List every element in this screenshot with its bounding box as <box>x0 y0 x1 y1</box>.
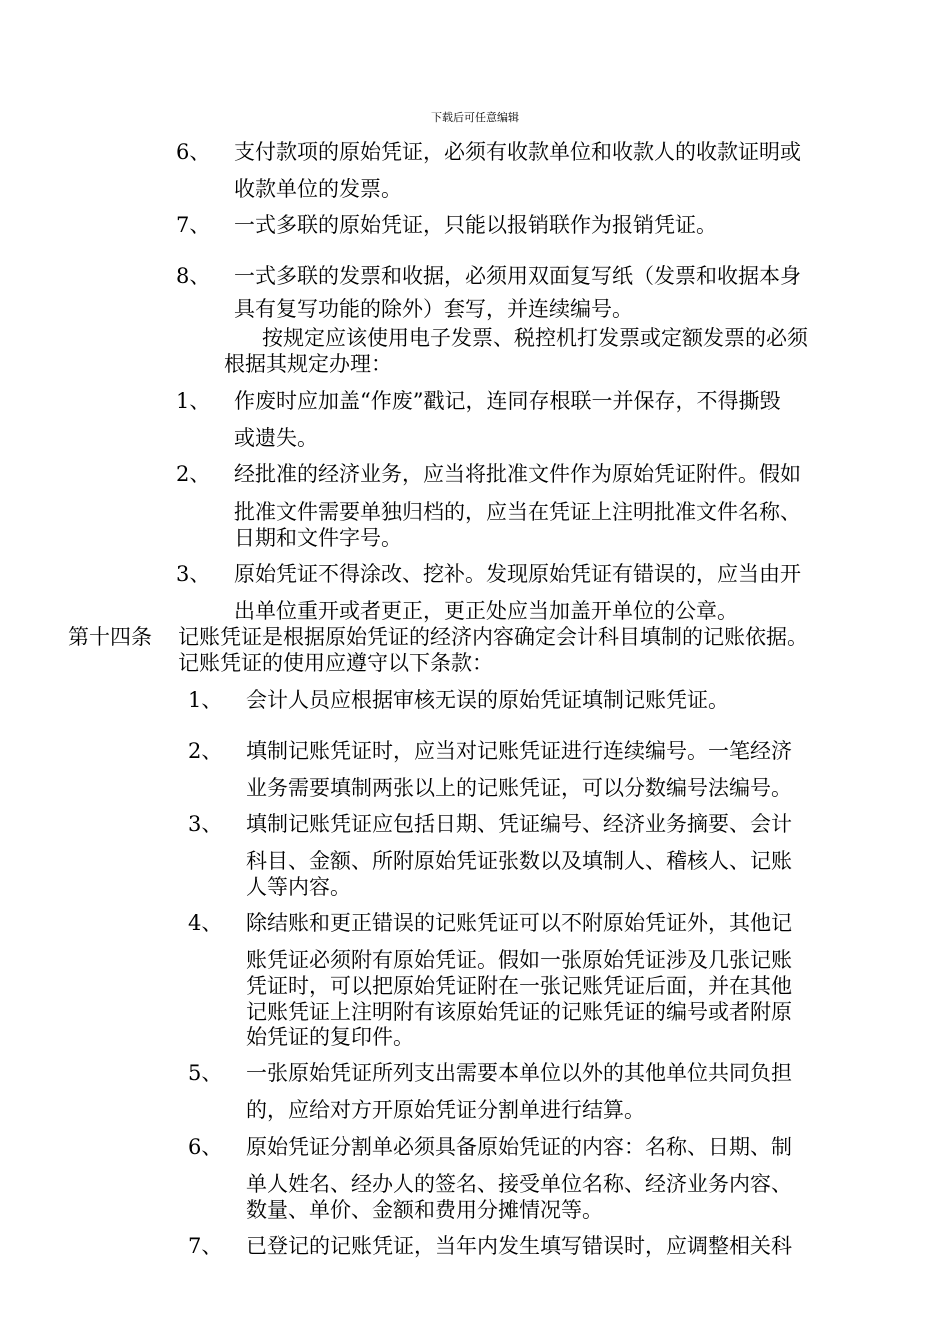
list-item-text: 收款单位的发票。 <box>234 177 402 201</box>
list-item-text: 始凭证的复印件。 <box>246 1025 414 1049</box>
list-item-text: 作废时应加盖“作废”戳记，连同存根联一并保存，不得撕毁 <box>234 389 781 413</box>
list-item-text: 单人姓名、经办人的签名、接受单位名称、经济业务内容、 <box>246 1172 792 1196</box>
list-number: 6、 <box>176 140 211 164</box>
list-item-text: 批准文件需要单独归档的，应当在凭证上注明批准文件名称、 <box>234 500 801 524</box>
list-item-text: 具有复写功能的除外）套写，并连续编号。 <box>234 297 633 321</box>
list-item-text: 业务需要填制两张以上的记账凭证，可以分数编号法编号。 <box>246 776 792 800</box>
list-item-text: 数量、单价、金额和费用分摊情况等。 <box>246 1198 603 1222</box>
list-item-text: 一张原始凭证所列支出需要本单位以外的其他单位共同负担 <box>246 1061 792 1085</box>
list-item-text: 填制记账凭证时，应当对记账凭证进行连续编号。一笔经济 <box>246 739 792 763</box>
list-item-text: 原始凭证不得涂改、挖补。发现原始凭证有错误的，应当由开 <box>234 562 801 586</box>
list-number: 7、 <box>176 213 211 237</box>
list-number: 5、 <box>188 1061 223 1085</box>
list-item-text: 日期和文件字号。 <box>234 526 402 550</box>
paragraph-text: 根据其规定办理： <box>224 352 392 376</box>
list-number: 3、 <box>188 812 223 836</box>
list-item-text: 会计人员应根据审核无误的原始凭证填制记账凭证。 <box>246 688 729 712</box>
article-text: 记账凭证的使用应遵守以下条款： <box>178 651 493 675</box>
list-item-text: 除结账和更正错误的记账凭证可以不附原始凭证外，其他记 <box>246 911 792 935</box>
list-item-text: 支付款项的原始凭证，必须有收款单位和收款人的收款证明或 <box>234 140 801 164</box>
list-item-text: 凭证时，可以把原始凭证附在一张记账凭证后面，并在其他 <box>246 974 792 998</box>
list-item-text: 记账凭证上注明附有该原始凭证的记账凭证的编号或者附原 <box>246 1000 792 1024</box>
list-item-text: 人等内容。 <box>246 875 351 899</box>
article-text: 记账凭证是根据原始凭证的经济内容确定会计科目填制的记账依据。 <box>178 625 808 649</box>
list-item-text: 一式多联的发票和收据，必须用双面复写纸（发票和收据本身 <box>234 264 801 288</box>
list-item-text: 或遗失。 <box>234 426 318 450</box>
list-number: 4、 <box>188 911 223 935</box>
list-item-text: 一式多联的原始凭证，只能以报销联作为报销凭证。 <box>234 213 717 237</box>
list-number: 8、 <box>176 264 211 288</box>
list-number: 2、 <box>188 739 223 763</box>
list-number: 7、 <box>188 1234 223 1258</box>
list-number: 3、 <box>176 562 211 586</box>
list-item-text: 科目、金额、所附原始凭证张数以及填制人、稽核人、记账 <box>246 849 792 873</box>
page-header: 下载后可任意编辑 <box>431 111 519 124</box>
list-item-text: 已登记的记账凭证，当年内发生填写错误时，应调整相关科 <box>246 1234 792 1258</box>
article-label: 第十四条 <box>68 625 152 649</box>
list-item-text: 出单位重开或者更正，更正处应当加盖开单位的公章。 <box>234 599 738 623</box>
list-number: 1、 <box>176 389 211 413</box>
paragraph-text: 按规定应该使用电子发票、税控机打发票或定额发票的必须 <box>262 326 808 350</box>
list-number: 2、 <box>176 462 211 486</box>
list-item-text: 经批准的经济业务，应当将批准文件作为原始凭证附件。假如 <box>234 462 801 486</box>
list-item-text: 账凭证必须附有原始凭证。假如一张原始凭证涉及几张记账 <box>246 948 792 972</box>
list-item-text: 的，应给对方开原始凭证分割单进行结算。 <box>246 1098 645 1122</box>
list-number: 6、 <box>188 1135 223 1159</box>
list-item-text: 原始凭证分割单必须具备原始凭证的内容：名称、日期、制 <box>246 1135 792 1159</box>
list-item-text: 填制记账凭证应包括日期、凭证编号、经济业务摘要、会计 <box>246 812 792 836</box>
list-number: 1、 <box>188 688 223 712</box>
